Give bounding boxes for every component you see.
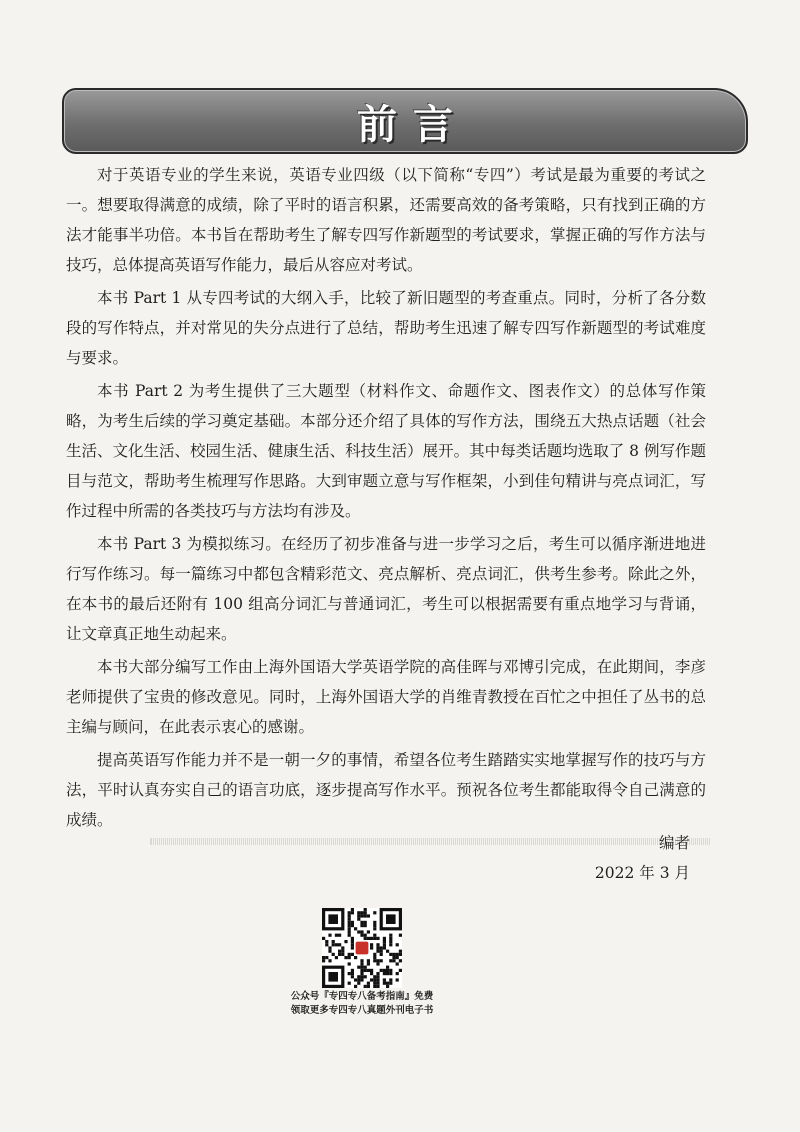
paragraph: 本书 Part 1 从专四考试的大纲入手，比较了新旧题型的考查重点。同时，分析了各分数段的写作特点，并对常见的失分点进行了总结，帮助考生迅速了解专四写作新题型的考试难度与要求。 [66, 289, 706, 367]
qr-caption-line: 公众号『专四专八备考指南』免费 [290, 991, 434, 1002]
qr-caption [262, 990, 462, 1018]
qr-caption-line: 领取更多专四专八真题外刊电子书 [290, 1005, 434, 1016]
paragraph: 对于英语专业的学生来说，英语专业四级（以下简称“专四”）考试是最为重要的考试之一。想要取得满意的成绩，除了平时的语言积累，还需要高效的备考策略，只有找到正确的方法才能事半功倍。本书旨在帮助考生了解专四写作新题型的考试要求，掌握正确的写作方法与技巧，总体提高英语写作能力，最后从容应对考试。 [66, 166, 706, 274]
qr-code-graphic [322, 908, 402, 988]
paragraph: 提高英语写作能力并不是一朝一夕的事情，希望各位考生踏踏实实地掌握写作的技巧与方法，平时认真夯实自己的语言功底，逐步提高写作水平。预祝各位考生都能取得令自己满意的成绩。 [66, 751, 706, 829]
signature-block [595, 828, 690, 888]
qr-code [322, 908, 402, 988]
title-banner [62, 88, 748, 154]
preface-body [66, 160, 706, 838]
paragraph: 本书 Part 2 为考生提供了三大题型（材料作文、命题作文、图表作文）的总体写作策略，为考生后续的学习奠定基础。本部分还介绍了具体的写作方法，围绕五大热点话题（社会生活、文化生活、校园生活、健康生活、科技生活）展开。其中每类话题均选取了 8 例写作题目与范文，帮助考生梳理写作思路。大到审题立意与写作框架，小到佳句精讲与亮点词汇，写作过程中所需的各类技巧与方法均有涉及。 [66, 382, 706, 520]
author-signature: 编者 [658, 834, 690, 852]
page-title: 前言 [357, 101, 469, 148]
paragraph: 本书 Part 3 为模拟练习。在经历了初步准备与进一步学习之后，考生可以循序渐进地进行写作练习。每一篇练习中都包含精彩范文、亮点解析、亮点词汇，供考生参考。除此之外，在本书的最后还附有 100 组高分词汇与普通词汇，考生可以根据需要有重点地学习与背诵，让文章真正地生动起来。 [66, 535, 706, 643]
date: 2022 年 3 月 [594, 864, 690, 882]
paragraph: 本书大部分编写工作由上海外国语大学英语学院的高佳晖与邓博引完成，在此期间，李彦老师提供了宝贵的修改意见。同时，上海外国语大学的肖维青教授在百忙之中担任了丛书的总主编与顾问，在此表示衷心的感谢。 [66, 658, 706, 736]
